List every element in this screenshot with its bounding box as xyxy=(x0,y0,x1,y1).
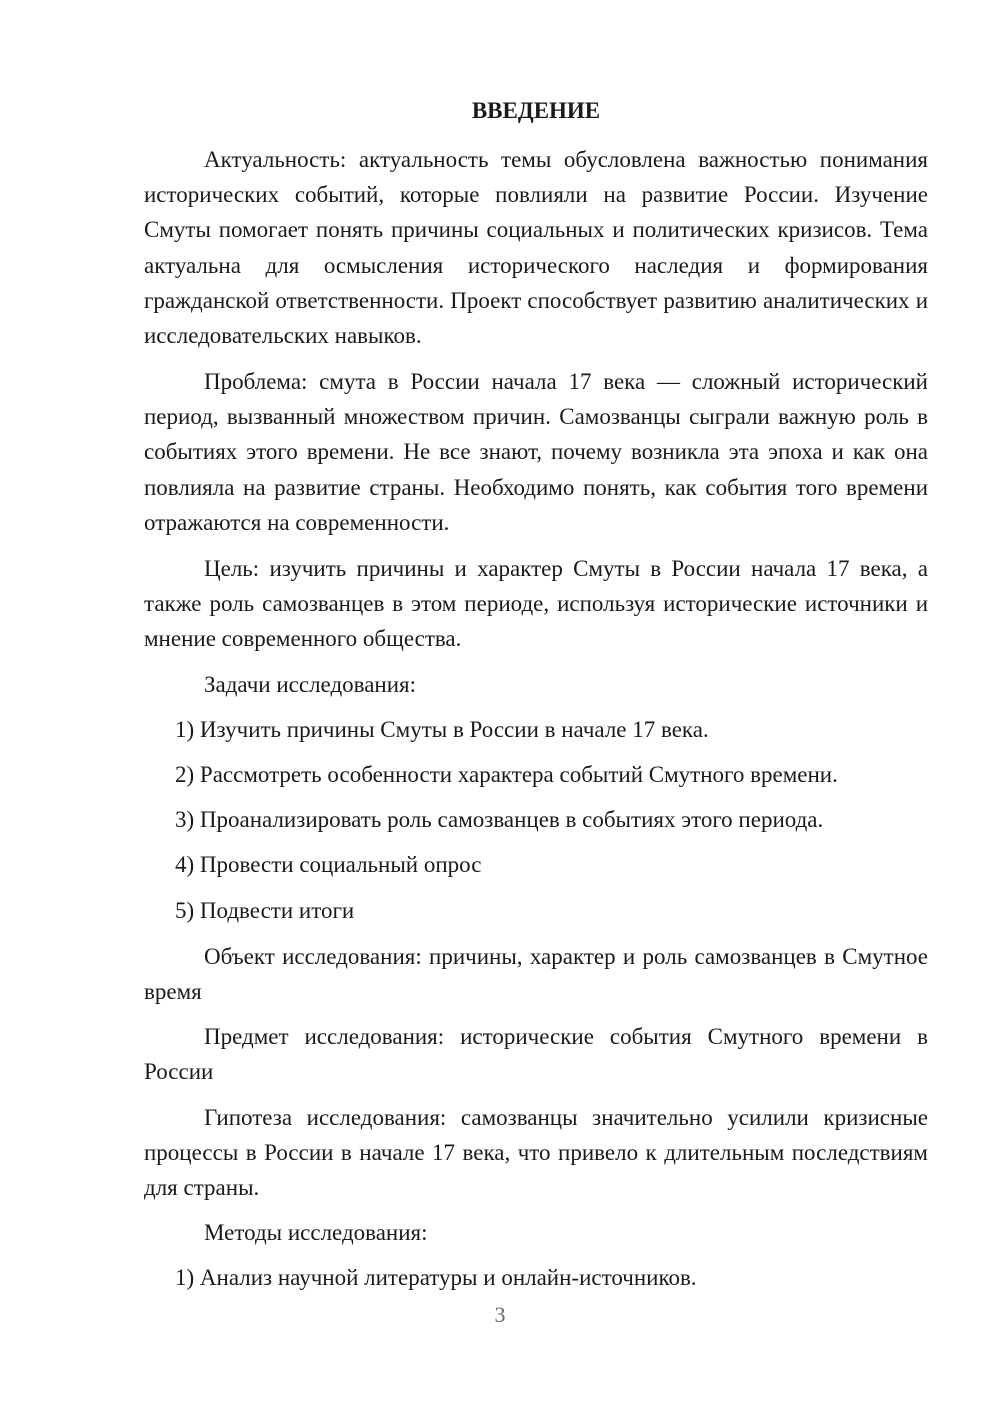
paragraph-subject: Предмет исследования: исторические события Смутного времени в России xyxy=(144,1024,928,1085)
task-item: 2) Рассмотреть особенности характера событий Смутного времени. xyxy=(175,762,838,787)
method-item: 1) Анализ научной литературы и онлайн-источников. xyxy=(175,1265,697,1290)
methods-title: Методы исследования: xyxy=(204,1220,428,1245)
page-number: 3 xyxy=(494,1302,506,1327)
paragraph-goal: Цель: изучить причины и характер Смуты в России начала 17 века, а также роль самозванцев в этом периоде, используя исторические источники и мнение современного общества. xyxy=(144,556,928,652)
task-item: 1) Изучить причины Смуты в России в начале 17 века. xyxy=(175,717,709,742)
paragraph-hypothesis: Гипотеза исследования: самозванцы значительно усилили кризисные процессы в России в начале 17 века, что привело к длительным последствиям для страны. xyxy=(144,1105,928,1201)
page-title: ВВЕДЕНИЕ xyxy=(471,98,601,123)
task-item: 4) Провести социальный опрос xyxy=(175,852,482,877)
tasks-title: Задачи исследования: xyxy=(204,672,417,697)
task-item: 5) Подвести итоги xyxy=(175,898,355,923)
paragraph-relevance: Актуальность: актуальность темы обусловлена важностью понимания исторических событий, которые повлияли на развитие России. Изучение Смуты помогает понять причины социальных и политических кризисов. Тема актуальна для осмысления исторического наследия и формирования гражданской ответственности. Проект способствует развитию аналитических и исследовательских навыков. xyxy=(144,147,928,349)
paragraph-problem: Проблема: смута в России начала 17 века — сложный исторический период, вызванный множеством причин. Самозванцы сыграли важную роль в событиях этого времени. Не все знают, почему возникла эта эпоха и как она повлияла на развитие страны. Необходимо понять, как события того времени отражаются на современности. xyxy=(144,369,928,535)
paragraph-object: Объект исследования: причины, характер и роль самозванцев в Смутное время xyxy=(144,944,928,1005)
task-item: 3) Проанализировать роль самозванцев в событиях этого периода. xyxy=(175,807,824,832)
